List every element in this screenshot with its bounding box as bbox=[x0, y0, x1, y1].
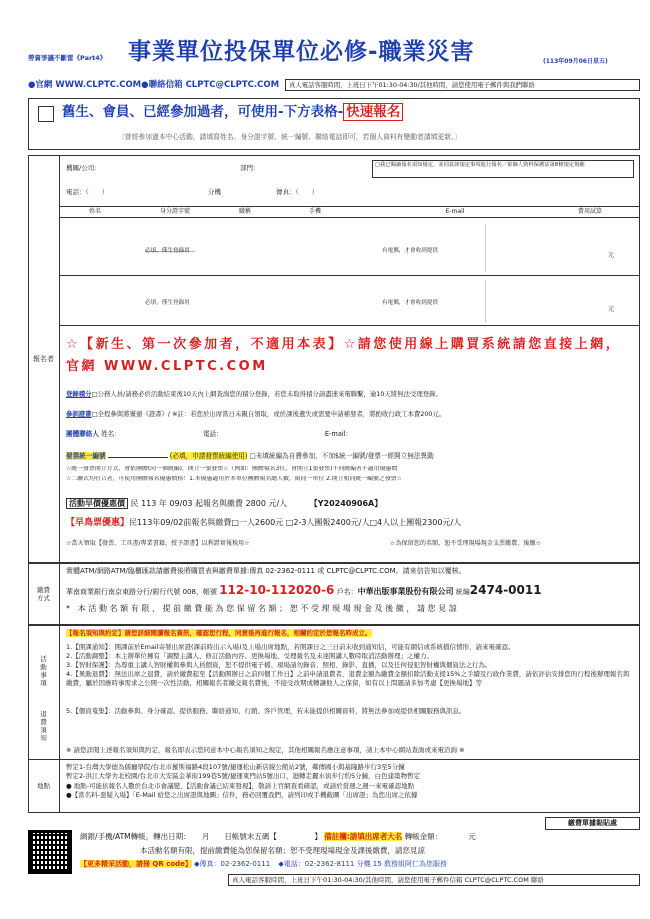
new-student-notice: ☆【新生、第一次參加者，不適用本表】☆請您使用線上購買系統請您直接上網，官網 WWW.CLPTC.COM bbox=[66, 337, 622, 375]
location-item: 暫定2-洪江大學舍北校園/台北市大安區金華街199巷5號/捷運東門站5號出口，迴轉走麗水街步行約5分鐘，白色建築物暫定 bbox=[66, 772, 421, 781]
phone-number: ◆電話：02-2362-8111 分機 15 教務組阿仁為您服務 bbox=[278, 860, 447, 868]
col-name: 姓名 bbox=[88, 208, 101, 216]
quick-register-title: 舊生、會員、已經參加過者，可使用-下方表格- 快速報名 bbox=[62, 104, 403, 121]
service-hours-top: 真人電話客服時間，上班日下午01:30-04:30/其他時間，請您使用電子郵件與我們聯絡 bbox=[285, 79, 640, 91]
qr-label: 【更多精采活動，請掃 QR code】 bbox=[80, 860, 192, 868]
invoice-line[interactable]: 發票統一編號 (必填，申請發票統編使用) □未填統編為自費參加，不加$統一編號/發票一經開立無法異動 bbox=[66, 452, 434, 460]
certificate-label: 參訓證書 bbox=[66, 410, 92, 418]
activity-label: 活動事項 退費須知 bbox=[28, 625, 60, 759]
invoice-label: 發票統一編號 bbox=[66, 452, 106, 460]
credit-label: 登錄積分 bbox=[66, 390, 92, 398]
website-line: ●官網 WWW.CLPTC.COM●聯絡信箱 CLPTC@CLPTC.COM bbox=[28, 80, 280, 90]
org-input[interactable] bbox=[120, 172, 220, 173]
tax-id: 2474-0011 bbox=[469, 583, 542, 597]
standard-price-line[interactable]: 活動早價優惠價 民 113 年 09/03 起報名與繳費 2800 元/人 【Y20240906A】 bbox=[66, 499, 632, 509]
contact-line bbox=[80, 860, 447, 869]
activity-item: 3.【智財保護】：為尊重主講人智財權與參與人員個資，恕不提供電子檔、現場請勿錄音、照相、錄影、直播，以及任何侵犯智財權與個資法之行為。 bbox=[66, 661, 492, 670]
attendee-row[interactable] bbox=[60, 276, 640, 326]
invoice-note: (必填，申請發票統編使用) bbox=[169, 452, 248, 460]
attendee-table-header bbox=[60, 206, 640, 218]
location-list bbox=[66, 763, 632, 801]
col-id: 身分證字號 bbox=[159, 208, 190, 216]
series-label: 勞資爭議不斷雷《Part4》 bbox=[28, 54, 107, 62]
atm-transfer-line[interactable]: 網銀/手機/ATM轉帳，轉出日期： 月 日帳號末五碼【 】 備註欄:請填出席者大名 轉帳金額： 元 bbox=[80, 832, 476, 841]
invoice-note-1: ☆統一發票開立方式，會依團體(同一個統編)，開立一張發票☆（例如：團體報名3位，會開立1張發票)不同統編者不適用優惠價 bbox=[66, 466, 398, 472]
location-item: 暫定1-台灣大學德為儒廳學院/台北市羅斯福路4段107號/捷運松山新店線公館站2號，鄰傳國小與基隆路步行3至5分鐘 bbox=[66, 763, 405, 771]
service-hours-bottom: 真人電話客服時間，上班日下午01:30-04:30/其他時間，請您使用電子郵件信箱 CLPTC@CLPTC.COM 聯絡 bbox=[228, 874, 640, 886]
credit-line[interactable]: 登錄積分□公務人員/請務必於活動結束後10天內上網查詢您的積分登錄，若您未取得積分請盡速來電聯繫，逾10天將無法受理登錄。 bbox=[66, 390, 442, 398]
activity-item: 4.【異動退費】：無法出席之退費，請於繳費起至【活動開辦日之前四個工作日】之前申請退費者，退費金額為繳費金額扣除活動支援15%之手續及行政作業費，請依評估安排您的行程後辦理報名與繳費，屬於因應時事需求之公開一次性活動，相關報名者繳交報名費後，不接受改期或轉讓他人之保留，如有以上問題請多加考慮【更換場地】等 bbox=[66, 670, 630, 688]
certificate-line[interactable]: 參訓證書□全程參與將獲頒《證書》/ ※註：若您於出席當日未親自領取，或於課後遺失或需要申請補發者，將酌收行政工本費200元。 bbox=[66, 410, 446, 418]
fee-unit: 元 bbox=[608, 306, 615, 313]
payment-line-2: 華南商業銀行南京東路分行/銀行代號 008，帳號 112-10-112020-6 戶名：中華出版事業股份有限公司 統編2474-0011 bbox=[66, 583, 542, 597]
invoice-note-2: ☆二聯式均符合者，可使用團體報名優惠價格！1.本優惠適用於本單位團體報名總人數，限同一單位 2.開立相同統一編號之發票☆ bbox=[66, 476, 402, 482]
col-title: 職稱 bbox=[238, 208, 251, 216]
early-bird-line[interactable]: 【早鳥票優惠】民113年09/02前報名與繳費□一人2600元 □2-3人團報2400元/人□4人以上團報2300元/人 bbox=[66, 518, 462, 528]
fast-register-label: 快速報名 bbox=[343, 103, 403, 121]
id-required-note: 必填，僅生登錄用 bbox=[145, 300, 190, 306]
quick-register-note: 〔曾經參加過本中心活動，請填寫姓名、身分證字號、統一編號、聯絡電話即可，若個人資料有變動者請填更新。〕 bbox=[118, 133, 462, 141]
fee-unit: 元 bbox=[608, 252, 615, 259]
location-item: ●【當名料-惡疑入場】「E-Mail 給您之出席證與地圖」信件，務必回覆我們，請列印或手機截圖「出席證」為您出席之依據 bbox=[66, 791, 418, 800]
phone-label: 電話：（ ） bbox=[66, 188, 109, 196]
group-contact-line[interactable]: 團體聯絡人 姓名： 電話： E-mail： bbox=[66, 430, 353, 438]
consent-box[interactable]: □我已閱讀報名須知規定，並同意該規定事項進行報名／依個人資料保護法第8條規定規範 bbox=[372, 160, 634, 178]
page-title: 事業單位投保單位必修-職業災害 bbox=[128, 39, 475, 65]
early-bird-label: 【早鳥票優惠】 bbox=[66, 518, 130, 528]
activity-list bbox=[66, 643, 632, 716]
quick-register-checkbox[interactable] bbox=[38, 106, 54, 122]
dept-label: 部門： bbox=[240, 164, 260, 172]
website-link[interactable]: WWW.CLPTC.COM bbox=[55, 80, 142, 90]
attendee-row[interactable] bbox=[60, 218, 640, 276]
standard-price-label: 活動早價優惠價 bbox=[66, 498, 128, 509]
event-date: (113年09月06日星五) bbox=[543, 58, 608, 65]
bank-account: 112-10-112020-6 bbox=[219, 583, 335, 597]
group-contact-label: 團體聯絡人 bbox=[66, 430, 99, 438]
location-label: 地點 bbox=[28, 759, 60, 813]
email-required-note: 有電郵，才會收到提供 bbox=[382, 300, 438, 306]
fax-number: ◆傳真：02-2362-0111 bbox=[194, 860, 271, 868]
id-required-note: 必填，僅生登錄用 bbox=[145, 248, 190, 254]
contact-email[interactable]: CLPTC@CLPTC.COM bbox=[185, 80, 280, 90]
payee-name: 中華出版事業股份有限公司 bbox=[357, 587, 454, 596]
ext-label: 分機 bbox=[208, 188, 221, 196]
activity-item: 1.【開課通知】：開課前於Email寄發出席證(課前時出示入場)及上場出席地點，若開課日之三日前未收到通知信，可能有網信或系統擋信情形，請來電確認。 bbox=[66, 643, 515, 651]
qr-code-icon[interactable] bbox=[28, 830, 72, 874]
payment-label: 繳費方式 bbox=[28, 563, 60, 625]
payment-line-1: 實體ATM/網路ATM/臨櫃匯款請繳費後將購買表與繳費單據:傳真 02-2362-0111 或 CLPTC@CLPTC.COM。請來信告知以覆核。 bbox=[66, 567, 466, 575]
location-item: ● 地點-可能依報名人數於台北市會議變，【活動會議已結束發現】，敬請上官網查看確認，或請於當週之週一來電確認地點 bbox=[66, 781, 415, 790]
activity-headline: 【報名須知與約定】請您詳細閱讀報名資訊，確認您行程，同意後再進行報名，相關約定於您報名時成立。 bbox=[66, 629, 372, 637]
activity-item: 2.【活動調整】：本主辦單位擁有「調整主講人、修訂活動內容、更換場地、受理報名及未達開講人數時取消活動辦理」之權力。 bbox=[66, 652, 433, 661]
payment-line-3: * 本活動名額有限，提前繳費能為您保留名額；恕不受理現場現金及後繳，請您見諒 bbox=[66, 604, 460, 613]
remark-red: 備註欄:請填出席者大名 bbox=[324, 832, 403, 841]
seat-note: ☆為保留您的名額，恕不受理現場現金支票繳費、後繳☆ bbox=[390, 540, 542, 547]
activity-footer: ※ 請您詳閱上述報名須知與約定，報名即表示您同意本中心報名須知之規定，其他相關報名應注意事項，請上本中心網站查詢或來電洽詢 ※ bbox=[66, 746, 465, 754]
col-mobile: 手機 bbox=[308, 208, 321, 216]
activity-item: 5.【個資蒐集】：活動參與、身分確認、提供服務、聯絡通知、行銷、客戶管理，若未能提供相關資料，將無法參加或提供相關服務與訊息。 bbox=[66, 707, 466, 716]
bullet-icon: ● bbox=[28, 80, 36, 90]
col-fee: 費用試算 bbox=[577, 208, 602, 216]
price-code: 【Y20240906A】 bbox=[309, 499, 383, 508]
quota-line: 本活動名額有限，提前繳費能為您保留名額；恕不受理現場現金及課後繳費，請您見諒 bbox=[140, 846, 425, 855]
email-required-note: 有電郵，才會收到提供 bbox=[382, 248, 438, 254]
registrant-label: 報名者 bbox=[28, 155, 60, 563]
org-label: 機關/公司： bbox=[66, 164, 101, 172]
receipt-title: 繳費單據黏貼處 bbox=[545, 817, 640, 830]
fax-label: 傳真：（ ） bbox=[276, 188, 319, 196]
col-email: E-mail bbox=[445, 208, 465, 216]
gift-note: ☆當天領取【發票、工具書/專業書籍、授予證書】以利證實報稅用☆ bbox=[66, 540, 250, 547]
